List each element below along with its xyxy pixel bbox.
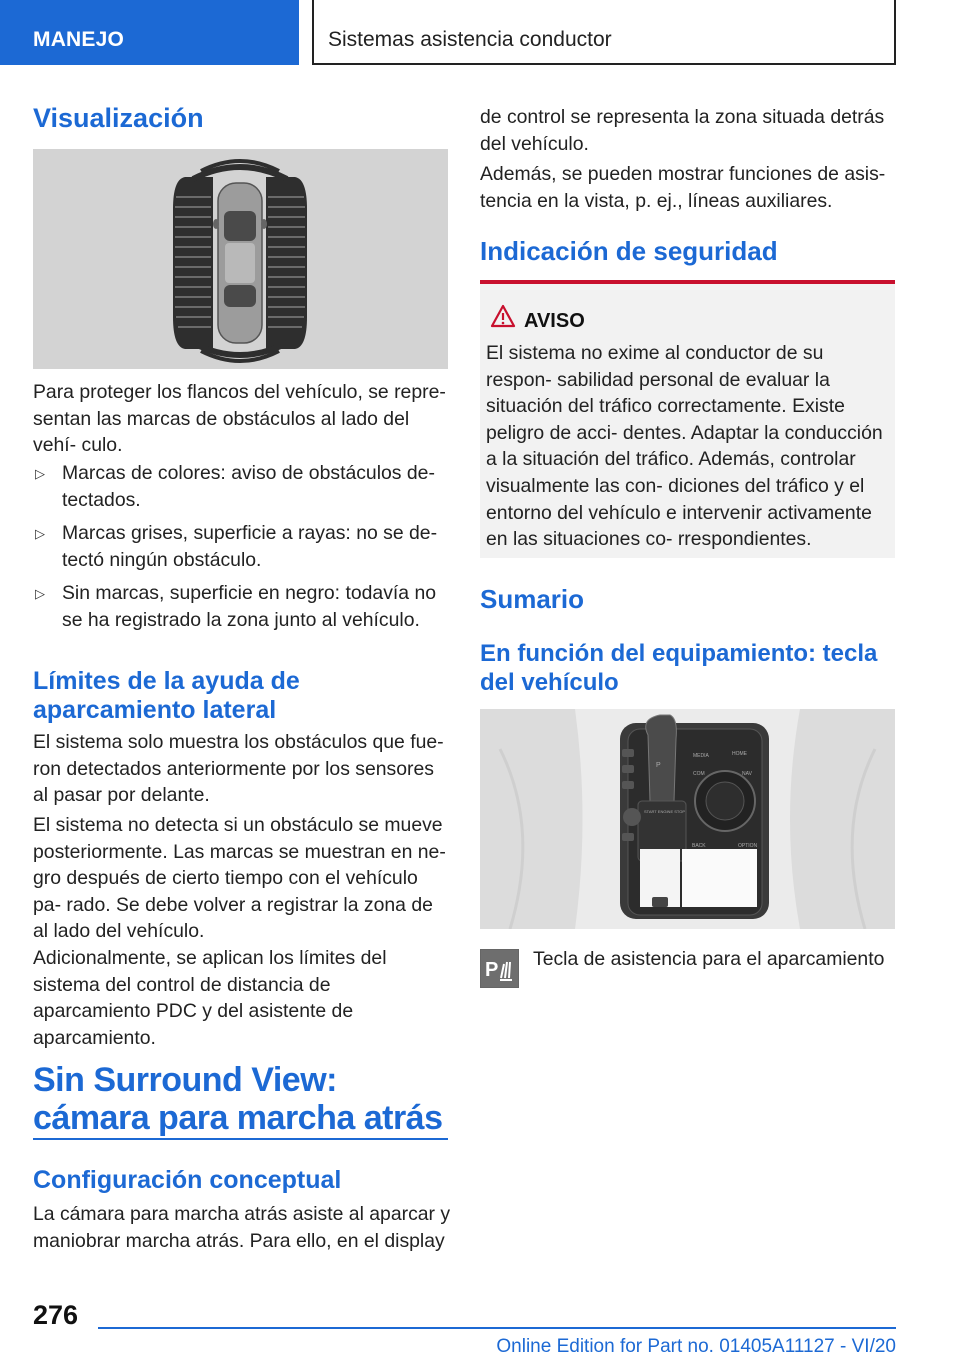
heading-equipamiento: En función del equipamiento: tecla del vehículo bbox=[480, 640, 878, 696]
console-gear-label: P bbox=[656, 762, 661, 769]
paragraph-control: de control se representa la zona situada detrás del vehículo. bbox=[480, 106, 885, 155]
warning-triangle-icon bbox=[490, 304, 516, 328]
triangle-bullet-icon: ▷ bbox=[35, 586, 45, 602]
heading-visualizacion: Visualización bbox=[33, 103, 204, 133]
heading-underline bbox=[33, 1138, 448, 1140]
heading-seguridad: Indicación de seguridad bbox=[480, 236, 778, 266]
console-back-label: BACK bbox=[692, 843, 706, 849]
page-number: 276 bbox=[33, 1300, 79, 1330]
warning-title: AVISO bbox=[524, 310, 585, 332]
section-tab bbox=[0, 0, 299, 65]
paragraph-configuracion: La cámara para marcha atrás asiste al aparcar y maniobrar marcha atrás. Para ello, en el display bbox=[33, 1203, 451, 1252]
paragraph-ademas: Además, se pueden mostrar funciones de asis‐ tencia en la vista, p. ej., líneas auxiliares. bbox=[480, 163, 886, 212]
heading-configuracion: Configuración conceptual bbox=[33, 1166, 342, 1194]
paragraph-flancos: Para proteger los flancos del vehículo, se repre‐ sentan las marcas de obstáculos al lado del vehí‐ culo. bbox=[33, 381, 446, 457]
list-item: ▷ Marcas grises, superficie a rayas: no se de‐ tectó ningún obstáculo. bbox=[35, 522, 438, 571]
svg-text:P: P bbox=[485, 959, 499, 981]
list-item: ▷ Sin marcas, superficie en negro: todavía no se ha registrado la zona junto al vehículo. bbox=[35, 582, 437, 631]
heading-sin-surround-view: Sin Surround View: cámara para marcha atrás bbox=[33, 1061, 443, 1137]
paragraph-limites-3: Adicionalmente, se aplican los límites del sistema del control de distancia de aparcamiento PDC y del asistente de aparcamiento. bbox=[33, 947, 387, 1049]
car-top-view bbox=[213, 183, 267, 343]
heading-limites: Límites de la ayuda de aparcamiento lateral bbox=[33, 667, 300, 724]
heading-sumario: Sumario bbox=[480, 584, 585, 614]
section-title: MANEJO bbox=[33, 28, 125, 51]
console-option-label: OPTION bbox=[738, 843, 758, 849]
paragraph-limites-2: El sistema no detecta si un obstáculo se mueve posteriormente. Las marcas se muestran en ne‐ gro después de cierto tiempo con el vehículo pa‐ rado. Se debe volver a registrar la zona de al lado del vehículo. bbox=[33, 814, 446, 943]
chapter-header bbox=[312, 0, 896, 65]
list-item: ▷ Marcas de colores: aviso de obstáculos de‐ tectados. bbox=[35, 462, 435, 511]
chapter-title: Sistemas asistencia conductor bbox=[328, 28, 612, 51]
side-view-figure bbox=[33, 149, 448, 369]
marks-bullet-list bbox=[33, 460, 451, 641]
console-start-label: START ENGINE STOP bbox=[644, 809, 686, 814]
icon-caption: Tecla de asistencia para el aparcamiento bbox=[533, 948, 885, 970]
console-media-label: MEDIA bbox=[693, 753, 709, 759]
triangle-bullet-icon: ▷ bbox=[35, 466, 45, 481]
triangle-bullet-icon: ▷ bbox=[35, 526, 45, 542]
warning-box bbox=[480, 280, 895, 558]
paragraph-limites-1: El sistema solo muestra los obstáculos que fue‐ ron detectados anteriormente por los sensores al pasar por delante. bbox=[33, 731, 444, 807]
parking-visualization-illustration bbox=[33, 149, 448, 369]
console-home-label: HOME bbox=[732, 751, 747, 757]
footer-edition: Online Edition for Part no. 01405A11127 - VI/20 bbox=[496, 1336, 896, 1357]
footer-rule bbox=[98, 1327, 896, 1329]
console-com-label: COM bbox=[693, 771, 705, 777]
console-nav-label: NAV bbox=[742, 771, 752, 777]
console-figure bbox=[480, 709, 895, 929]
parking-assist-button-icon bbox=[480, 949, 519, 988]
warning-text: El sistema no exime al conductor de su respon‐ sabilidad personal de evaluar la situación del tráfico correctamente. Existe peligro de acci‐ dentes. Adaptar la conducción a la situación del tráfico. Además, controlar visualmente las con‐ diciones del tráfico y el entorno del vehículo e intervenir activamente en las situaciones co‐ rrespondientes. bbox=[486, 342, 883, 551]
center-console-illustration bbox=[480, 709, 895, 929]
right-obstacle-marks bbox=[266, 177, 307, 349]
left-obstacle-marks bbox=[173, 177, 213, 349]
